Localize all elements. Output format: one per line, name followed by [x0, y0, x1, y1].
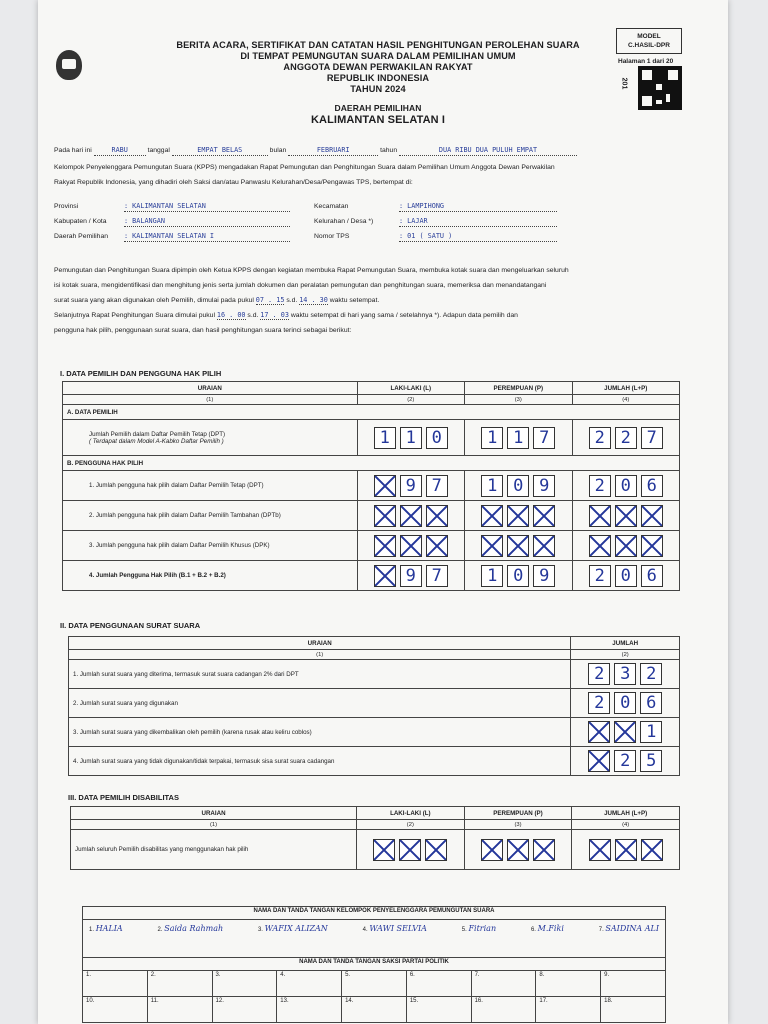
saksi-cell: 4. [277, 971, 342, 997]
label-provinsi: Provinsi [54, 203, 79, 210]
subheader: (4) [572, 395, 680, 405]
crossed-digit-box [588, 750, 610, 772]
saksi-cell: 3. [212, 971, 277, 997]
label-bulan: bulan [269, 147, 287, 154]
intro-line-1 [54, 146, 714, 156]
value-year: DUA RIBU DUA PULUH EMPAT [399, 146, 577, 156]
crossed-digit-box [615, 505, 637, 527]
saksi-cell: 11. [147, 997, 212, 1023]
sig-number: 7. [598, 927, 604, 933]
sig-number: 3. [257, 927, 263, 933]
kpu-logo-icon [56, 50, 82, 80]
digit-boxes [469, 535, 567, 557]
digit-boxes [577, 565, 676, 587]
model-code: C.HASIL-DPR [628, 42, 670, 49]
label-kabupaten: Kabupaten / Kota [54, 218, 107, 225]
subheader: (2) [357, 395, 464, 405]
b1-jumlah [572, 471, 680, 501]
row-b2-label: 2. Jumlah pengguna hak pilih dalam Daftar Pemilih Tambahan (DPTb) [63, 501, 358, 531]
header-uraian: URAIAN [71, 807, 357, 820]
crossed-digit-box [641, 839, 663, 861]
s3-jumlah [571, 718, 680, 747]
row-b1-label: 1. Jumlah pengguna hak pilih dalam Daftar Pemilih Tetap (DPT) [63, 471, 358, 501]
saksi-cell: 13. [277, 997, 342, 1023]
digit-boxes [361, 839, 460, 861]
kpps-signature [599, 924, 659, 933]
dapil-name: KALIMANTAN SELATAN I [311, 114, 445, 126]
dapil-label: DAERAH PEMILIHAN [334, 103, 422, 113]
digit-boxes [577, 505, 676, 527]
digit-box: 5 [640, 750, 662, 772]
subheader: (4) [572, 820, 680, 830]
digit-box: 7 [533, 427, 555, 449]
title-line: REPUBLIK INDONESIA [326, 73, 430, 83]
signature-table [82, 906, 666, 1023]
saksi-cell: 6. [406, 971, 471, 997]
saksi-cell: 17. [536, 997, 601, 1023]
crossed-digit-box [426, 535, 448, 557]
digit-boxes [469, 475, 567, 497]
crossed-digit-box [400, 535, 422, 557]
value-count-end: 17 . 03 [260, 311, 289, 319]
text: s.d. [286, 297, 298, 304]
crossed-digit-box [374, 565, 396, 587]
value-dapil: : KALIMANTAN SELATAN I [124, 232, 290, 242]
value-start-time: 07 . 15 [255, 296, 285, 304]
dis-laki [357, 830, 465, 870]
value-date: EMPAT BELAS [172, 146, 268, 156]
crossed-digit-box [589, 535, 611, 557]
crossed-digit-box [615, 839, 637, 861]
kpps-signature-title: NAMA DAN TANDA TANGAN KELOMPOK PENYELENGGARA PEMUNGUTAN SUARA [83, 907, 666, 920]
crossed-digit-box [533, 535, 555, 557]
digit-box: 6 [640, 692, 662, 714]
crossed-digit-box [615, 535, 637, 557]
crossed-digit-box [481, 535, 503, 557]
crossed-digit-box [374, 475, 396, 497]
kpps-signature [89, 924, 123, 933]
digit-box: 9 [533, 475, 555, 497]
section-1-table [62, 381, 680, 591]
crossed-digit-box [373, 839, 395, 861]
b4-laki [357, 561, 464, 591]
digit-box: 2 [589, 565, 611, 587]
b2-perempuan [465, 501, 572, 531]
digit-boxes [469, 565, 567, 587]
saksi-row-1 [83, 971, 666, 997]
header-laki: LAKI-LAKI (L) [357, 382, 464, 395]
subheader: (1) [69, 650, 571, 660]
digit-box: 1 [481, 427, 503, 449]
value-provinsi: : KALIMANTAN SELATAN [124, 202, 290, 212]
crossed-digit-box [507, 839, 529, 861]
header-uraian: URAIAN [69, 637, 571, 650]
b1-laki [357, 471, 464, 501]
sig-name: HALIA [95, 924, 123, 933]
label-tahun: tahun [380, 147, 398, 154]
crossed-digit-box [507, 535, 529, 557]
model-badge [616, 28, 682, 54]
header-laki: LAKI-LAKI (L) [357, 807, 465, 820]
dpt-jumlah [572, 420, 680, 456]
crossed-digit-box [425, 839, 447, 861]
digit-boxes [362, 505, 460, 527]
crossed-digit-box [588, 721, 610, 743]
b2-laki [357, 501, 464, 531]
qr-code-icon [638, 66, 682, 110]
label-kecamatan: Kecamatan [314, 203, 349, 210]
b2-jumlah [572, 501, 680, 531]
kpps-signature [363, 924, 427, 933]
digit-box: 0 [614, 692, 636, 714]
digit-box: 0 [507, 475, 529, 497]
digit-box: 0 [507, 565, 529, 587]
sig-number: 5. [461, 927, 467, 933]
kpps-signature-row [83, 920, 666, 958]
dis-perempuan [464, 830, 572, 870]
digit-box: 9 [400, 475, 422, 497]
saksi-cell: 10. [83, 997, 148, 1023]
saksi-cell: 16. [471, 997, 536, 1023]
digit-box: 1 [507, 427, 529, 449]
document-title [118, 40, 638, 95]
row-s1-label: 1. Jumlah surat suara yang diterima, termasuk surat suara cadangan 2% dari DPT [69, 660, 571, 689]
saksi-cell: 2. [147, 971, 212, 997]
header-perempuan: PEREMPUAN (P) [465, 382, 572, 395]
value-count-start: 16 . 00 [216, 311, 246, 319]
row-disabilitas-label: Jumlah seluruh Pemilih disabilitas yang menggunakan hak pilih [71, 830, 357, 870]
digit-box: 0 [426, 427, 448, 449]
digit-boxes [577, 475, 676, 497]
digit-boxes [362, 565, 460, 587]
digit-boxes [576, 839, 675, 861]
paragraph-line: Pemungutan dan Penghitungan Suara dipimpin oleh Ketua KPPS dengan kegiatan membuka Rapat Pemungutan Suara, membuka kotak suara dan mengeluarkan seluruh [54, 267, 569, 274]
digit-box: 9 [533, 565, 555, 587]
saksi-cell: 15. [406, 997, 471, 1023]
sig-name: WAFIX ALIZAN [264, 924, 328, 933]
digit-box: 7 [426, 565, 448, 587]
text: surat suara yang akan digunakan oleh Pemilih, dimulai pada pukul [54, 297, 254, 304]
label-tanggal: tanggal [147, 147, 170, 154]
digit-boxes [577, 535, 676, 557]
row-text: Jumlah Pemilih dalam Daftar Pemilih Tetap (DPT) [89, 430, 226, 438]
digit-box: 1 [374, 427, 396, 449]
crossed-digit-box [533, 839, 555, 861]
kpps-signatures [83, 920, 665, 937]
digit-box: 2 [589, 427, 611, 449]
value-kecamatan: : LAMPIHONG [399, 202, 557, 212]
digit-box: 1 [400, 427, 422, 449]
kpps-signature [531, 924, 564, 933]
paragraph-line: isi kotak suara, mengidentifikasi dan menghitung jenis serta jumlah dokumen dan peralatan pemungutan dan penghitungan suara, memeriksa dan menandatangani [54, 282, 547, 289]
b4-perempuan [465, 561, 572, 591]
digit-box: 2 [588, 663, 610, 685]
label-dapil: Daerah Pemilihan [54, 233, 109, 240]
saksi-cell: 14. [342, 997, 407, 1023]
sig-number: 1. [89, 927, 95, 933]
crossed-digit-box [481, 839, 503, 861]
subheader: (2) [571, 650, 680, 660]
digit-boxes [575, 692, 675, 714]
value-end-time: 14 . 30 [299, 296, 328, 304]
sig-name: M.Fiki [537, 924, 564, 933]
digit-box: 7 [426, 475, 448, 497]
paragraph-line: pengguna hak pilih, penggunaan surat suara, dan hasil penghitungan suara terinci sebagai berikut: [54, 327, 352, 334]
title-line: DI TEMPAT PEMUNGUTAN SUARA DALAM PEMILIHAN UMUM [240, 51, 516, 61]
saksi-cell: 1. [83, 971, 148, 997]
header-jumlah: JUMLAH (L+P) [572, 807, 680, 820]
kpps-signature [158, 924, 224, 933]
crossed-digit-box [374, 535, 396, 557]
model-line: MODEL [637, 33, 661, 40]
paragraph-line [54, 293, 714, 308]
intro-line-2: Kelompok Penyelenggara Pemungutan Suara (KPPS) mengadakan Rapat Pemungutan dan Penghitungan Suara dalam Pemilihan Umum Anggota Dewan Perwakilan [54, 164, 555, 171]
saksi-cell: 5. [342, 971, 407, 997]
row-s4-label: 4. Jumlah surat suara yang tidak digunakan/tidak terpakai, termasuk sisa surat suara cadangan [69, 747, 571, 776]
row-dpt-label [63, 420, 358, 456]
crossed-digit-box [589, 505, 611, 527]
row-b3-label: 3. Jumlah pengguna hak pilih dalam Daftar Pemilih Khusus (DPK) [63, 531, 358, 561]
s2-jumlah [571, 689, 680, 718]
value-kabupaten: : BALANGAN [124, 217, 290, 227]
intro-line-3: Rakyat Republik Indonesia, yang dihadiri oleh Saksi dan/atau Panwaslu Kelurahan/Desa/Pengawas TPS, bertempat di: [54, 179, 413, 186]
saksi-cell: 18. [601, 997, 666, 1023]
sig-name: Fitrian [468, 924, 497, 933]
procedure-text [54, 263, 714, 338]
digit-box: 7 [641, 427, 663, 449]
kpps-signature [258, 924, 328, 933]
subheader: (2) [357, 820, 465, 830]
s1-jumlah [571, 660, 680, 689]
digit-box: 1 [640, 721, 662, 743]
saksi-cell: 9. [601, 971, 666, 997]
digit-boxes [362, 427, 460, 449]
digit-box: 2 [588, 692, 610, 714]
row-note: ( Terdapat dalam Model A-Kabko Daftar Pemilih ) [89, 437, 224, 445]
group-b-label: B. PENGGUNA HAK PILIH [63, 456, 680, 471]
b3-laki [357, 531, 464, 561]
digit-box: 2 [589, 475, 611, 497]
header-perempuan: PEREMPUAN (P) [464, 807, 572, 820]
text: Selanjutnya Rapat Penghitungan Suara dimulai pukul [54, 312, 215, 319]
sig-name: Saida Rahmah [164, 924, 224, 933]
header-jumlah: JUMLAH (L+P) [572, 382, 680, 395]
saksi-signature-title: NAMA DAN TANDA TANGAN SAKSI PARTAI POLITIK [83, 958, 666, 971]
sig-name: WAWI SELVIA [369, 924, 427, 933]
page-number: Halaman 1 dari 20 [618, 58, 674, 65]
row-s2-label: 2. Jumlah surat suara yang digunakan [69, 689, 571, 718]
label-hari: Pada hari ini [54, 147, 92, 154]
group-a-label: A. DATA PEMILIH [63, 405, 680, 420]
digit-box: 0 [615, 565, 637, 587]
form-page [38, 0, 728, 1024]
value-day: RABU [94, 146, 146, 156]
digit-box: 2 [615, 427, 637, 449]
vertical-code: 201 [620, 77, 628, 90]
b3-jumlah [572, 531, 680, 561]
digit-boxes [575, 750, 675, 772]
digit-boxes [469, 505, 567, 527]
digit-boxes [469, 427, 567, 449]
sig-number: 6. [530, 927, 536, 933]
text: waktu setempat di hari yang sama / setelahnya *). Adapun data pemilih dan [290, 312, 518, 319]
value-month: FEBRUARI [288, 146, 378, 156]
title-line: BERITA ACARA, SERTIFIKAT DAN CATATAN HASIL PENGHITUNGAN PEROLEHAN SUARA [176, 40, 580, 50]
saksi-cell: 8. [536, 971, 601, 997]
crossed-digit-box [589, 839, 611, 861]
digit-boxes [575, 663, 675, 685]
digit-box: 6 [641, 475, 663, 497]
subheader: (3) [465, 395, 572, 405]
dpt-laki [357, 420, 464, 456]
digit-box: 1 [481, 565, 503, 587]
crossed-digit-box [614, 721, 636, 743]
location-block [54, 202, 714, 247]
crossed-digit-box [400, 505, 422, 527]
value-kelurahan: : LAJAR [399, 217, 557, 227]
saksi-cell: 12. [212, 997, 277, 1023]
title-line: TAHUN 2024 [350, 84, 406, 94]
digit-boxes [469, 839, 568, 861]
title-line: ANGGOTA DEWAN PERWAKILAN RAKYAT [283, 62, 473, 72]
b3-perempuan [465, 531, 572, 561]
row-b4-label: 4. Jumlah Pengguna Hak Pilih (B.1 + B.2 + B.2) [63, 561, 358, 591]
digit-box: 1 [481, 475, 503, 497]
sig-number: 4. [362, 927, 368, 933]
digit-boxes [362, 475, 460, 497]
value-tps: : 01 ( SATU ) [399, 232, 557, 242]
digit-box: 2 [640, 663, 662, 685]
digit-boxes [575, 721, 675, 743]
digit-box: 0 [615, 475, 637, 497]
crossed-digit-box [641, 535, 663, 557]
subheader: (1) [71, 820, 357, 830]
text: waktu setempat. [329, 297, 380, 304]
text: s.d. [247, 312, 259, 319]
saksi-row-2 [83, 997, 666, 1023]
b1-perempuan [465, 471, 572, 501]
digit-box: 2 [614, 750, 636, 772]
digit-box: 6 [641, 565, 663, 587]
section-3-title: III. DATA PEMILIH DISABILITAS [68, 793, 179, 802]
crossed-digit-box [481, 505, 503, 527]
dpt-perempuan [465, 420, 572, 456]
digit-boxes [362, 535, 460, 557]
header-jumlah: JUMLAH [571, 637, 680, 650]
label-kelurahan: Kelurahan / Desa *) [314, 218, 374, 225]
sig-number: 2. [157, 927, 163, 933]
crossed-digit-box [374, 505, 396, 527]
crossed-digit-box [399, 839, 421, 861]
crossed-digit-box [507, 505, 529, 527]
s4-jumlah [571, 747, 680, 776]
label-tps: Nomor TPS [314, 233, 350, 240]
crossed-digit-box [533, 505, 555, 527]
kpps-signature [462, 924, 496, 933]
saksi-cell: 7. [471, 971, 536, 997]
digit-box: 9 [400, 565, 422, 587]
header-uraian: URAIAN [63, 382, 358, 395]
row-s3-label: 3. Jumlah surat suara yang dikembalikan oleh pemilih (karena rusak atau keliru coblos) [69, 718, 571, 747]
subheader: (1) [63, 395, 358, 405]
section-3-table [70, 806, 680, 870]
crossed-digit-box [641, 505, 663, 527]
crossed-digit-box [426, 505, 448, 527]
section-2-title: II. DATA PENGGUNAAN SURAT SUARA [60, 621, 201, 630]
section-1-title: I. DATA PEMILIH DAN PENGGUNA HAK PILIH [60, 369, 222, 378]
section-2-table [68, 636, 680, 776]
dis-jumlah [572, 830, 680, 870]
paragraph-line [54, 308, 714, 323]
sig-name: SAIDINA ALI [605, 924, 659, 933]
digit-box: 3 [614, 663, 636, 685]
digit-boxes [577, 427, 676, 449]
subheader: (3) [464, 820, 572, 830]
b4-jumlah [572, 561, 680, 591]
